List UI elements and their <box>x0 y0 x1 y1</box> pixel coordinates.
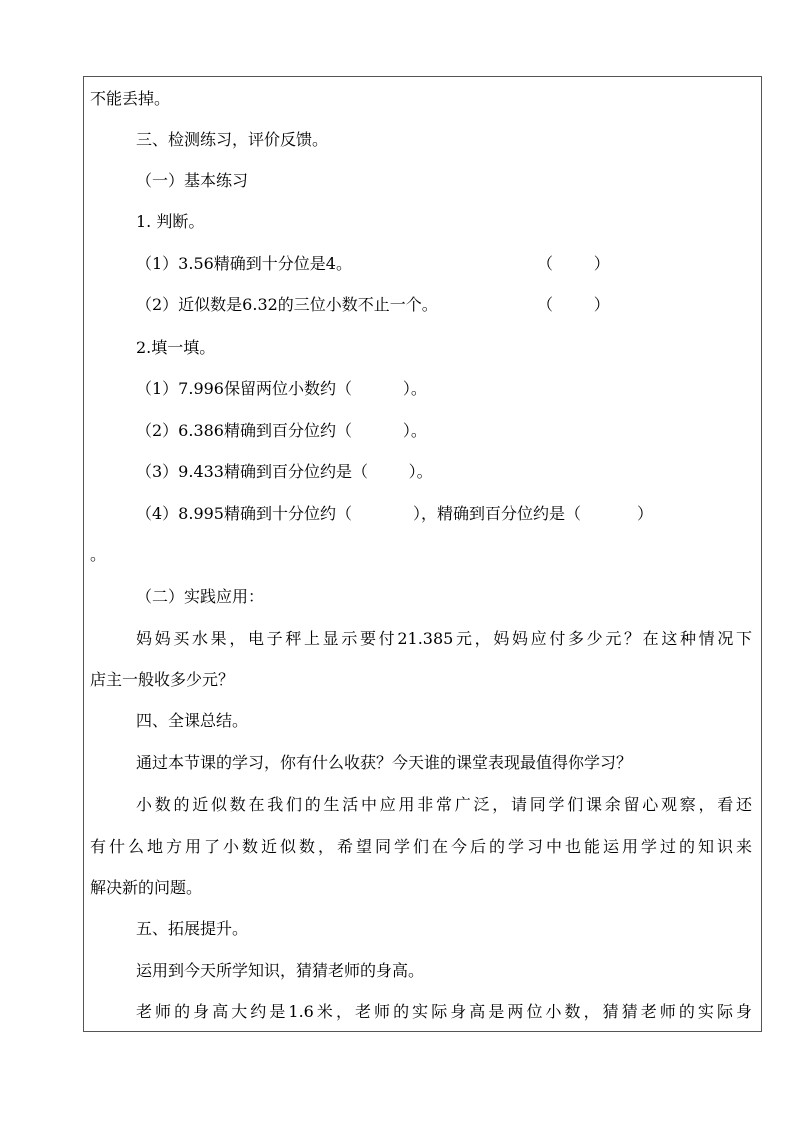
subsection-heading: （二）实践应用： <box>136 587 265 606</box>
paragraph-line: 店主一般收多少元？ <box>90 670 235 689</box>
paragraph-line: 通过本节课的学习，你有什么收获？今天谁的课堂表现最值得你学习？ <box>136 753 633 772</box>
paragraph-line: 小数的近似数在我们的生活中应用非常广泛，请同学们课余留心观察，看还 <box>136 795 752 814</box>
question-heading: 2.填一填。 <box>136 338 216 357</box>
fill-in-question: （1）7.996保留两位小数约（ ）。 <box>136 379 427 398</box>
paragraph-line: 有什么地方用了小数近似数，希望同学们在今后的学习中也能运用学过的知识来 <box>90 837 752 856</box>
judgment-question-1: （1）3.56精确到十分位是4。 <box>136 254 352 273</box>
fill-in-question: （2）6.386精确到百分位约（ ）。 <box>136 421 427 440</box>
fill-in-question: （3）9.433精确到百分位约是（ ）。 <box>136 462 433 481</box>
subsection-heading: （一）基本练习 <box>136 171 249 190</box>
paragraph-line: 妈妈买水果，电子秤上显示要付21.385元，妈妈应付多少元？在这种情况下 <box>136 629 752 648</box>
answer-blank: （ ） <box>537 295 610 314</box>
section-heading: 三、检测练习，评价反馈。 <box>136 130 329 149</box>
judgment-question-2: （2）近似数是6.32的三位小数不止一个。 <box>136 295 438 314</box>
paragraph-line: 老师的身高大约是1.6米，老师的实际身高是两位小数，猜猜老师的实际身 <box>136 1002 752 1021</box>
section-heading: 五、拓展提升。 <box>136 919 249 938</box>
paragraph-line: 解决新的问题。 <box>90 878 203 897</box>
question-heading: 1. 判断。 <box>136 212 205 231</box>
text-line: 不能丢掉。 <box>90 89 171 108</box>
section-heading: 四、全课总结。 <box>136 711 249 730</box>
fill-in-question: （4）8.995精确到十分位约（ ），精确到百分位约是（ ） <box>136 504 653 523</box>
answer-blank: （ ） <box>537 254 610 273</box>
text-line: 。 <box>90 545 107 564</box>
paragraph-line: 运用到今天所学知识，猜猜老师的身高。 <box>136 961 425 980</box>
